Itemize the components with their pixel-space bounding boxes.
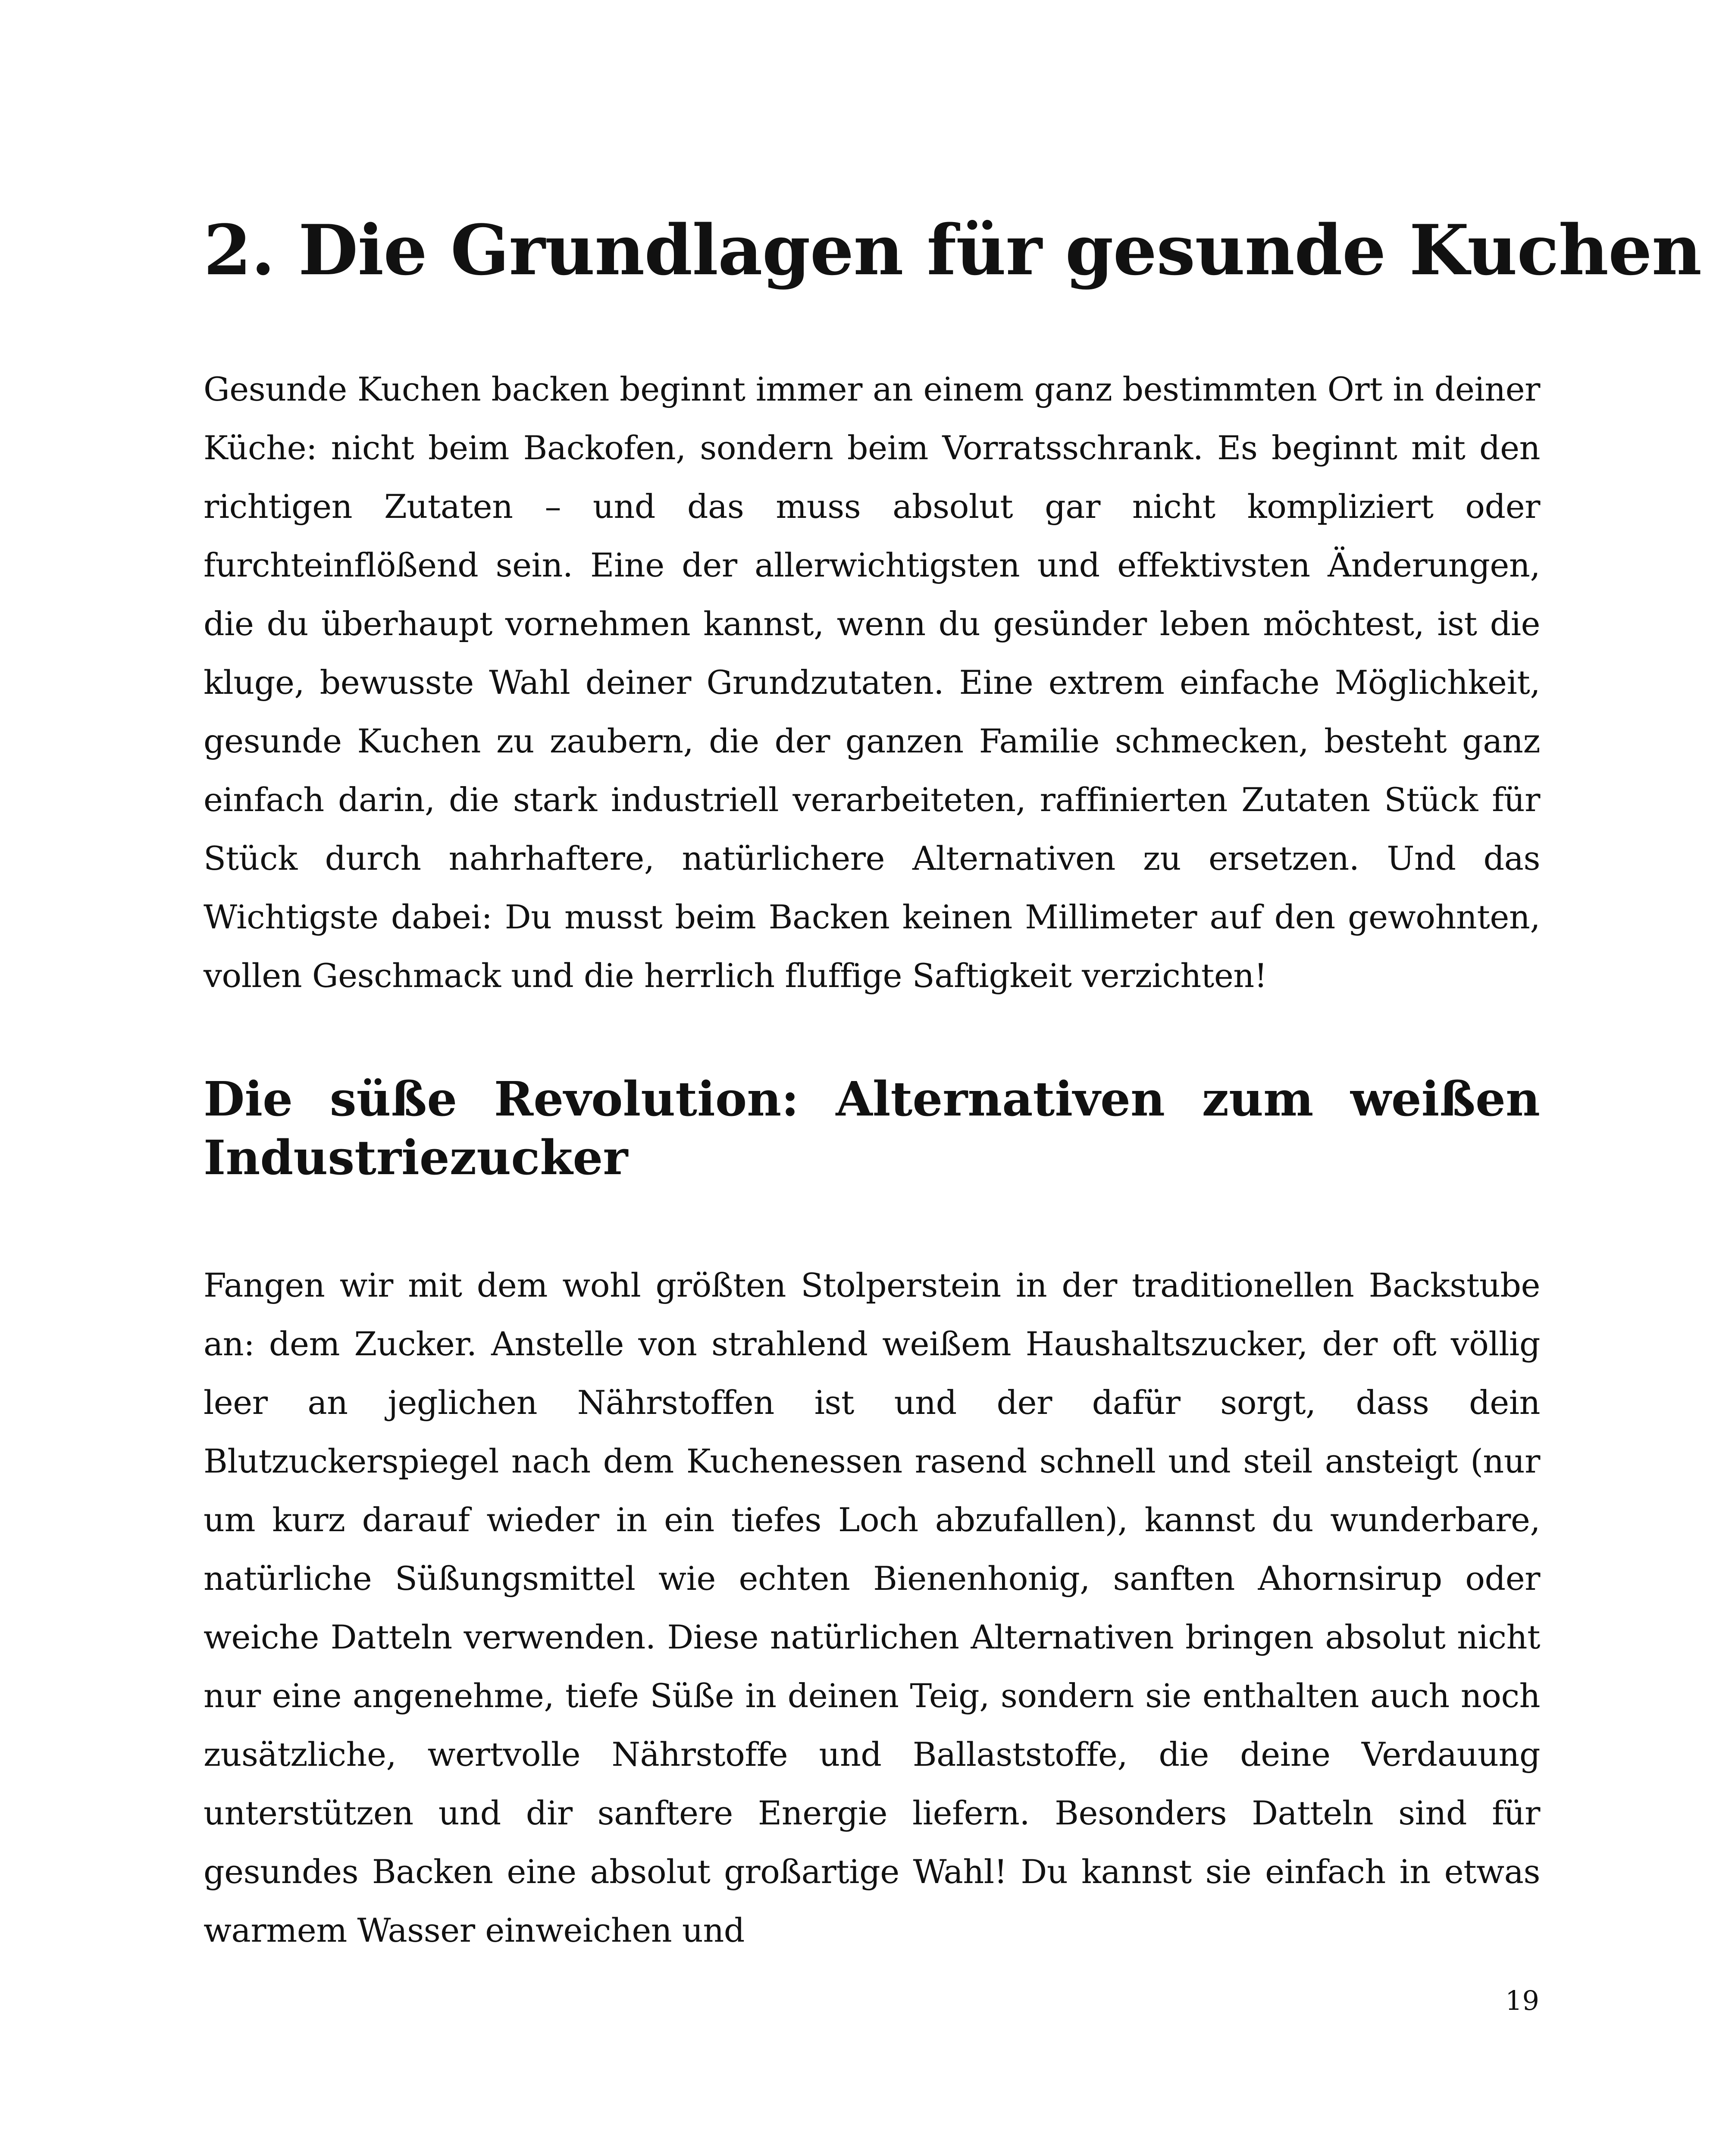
- intro-paragraph: Gesunde Kuchen backen beginnt immer an einem ganz bestimmten Ort in deiner Küche: nicht beim Backofen, sondern beim Vorratsschrank. Es beginnt mit den richtigen Zutaten – und das muss absolut gar nicht kompliziert oder furchteinflößend sein. Eine der allerwichtigsten und effektivsten Änderungen, die du überhaupt vornehmen kannst, wenn du gesünder leben möchtest, ist die kluge, bewusste Wahl deiner Grundzutaten. Eine extrem einfache Möglichkeit, gesunde Kuchen zu zaubern, die der ganzen Familie schmecken, besteht ganz einfach darin, die stark industriell verarbeiteten, raffinierten Zutaten Stück für Stück durch nahrhaftere, natürlichere Alternativen zu ersetzen. Und das Wichtigste dabei: Du musst beim Backen keinen Millimeter auf den gewohnten, vollen Geschmack und die herrlich fluffige Saftigkeit verzichten!: [204, 370, 1540, 995]
- section-heading: Die süße Revolution: Alternativen zum weißen Industriezucker: [204, 1071, 1540, 1185]
- page-content: [204, 203, 1702, 1960]
- chapter-title: 2. Die Grundlagen für gesunde Kuchen: [204, 210, 1702, 291]
- page-number: 19: [1505, 1985, 1539, 2016]
- section-paragraph: Fangen wir mit dem wohl größten Stolperstein in der traditionellen Backstube an: dem Zucker. Anstelle von strahlend weißem Haushaltszucker, der oft völlig leer an jeglichen Nährstoffen ist und der dafür sorgt, dass dein Blutzuckerspiegel nach dem Kuchenessen rasend schnell und steil ansteigt (nur um kurz darauf wieder in ein tiefes Loch abzufallen), kannst du wunderbare, natürliche Süßungsmittel wie echten Bienenhonig, sanften Ahornsirup oder weiche Datteln verwenden. Diese natürlichen Alternativen bringen absolut nicht nur eine angenehme, tiefe Süße in deinen Teig, sondern sie enthalten auch noch zusätzliche, wertvolle Nährstoffe und Ballaststoffe, die deine Verdauung unterstützen und dir sanftere Energie liefern. Besonders Datteln sind für gesundes Backen eine absolut großartige Wahl! Du kannst sie einfach in etwas warmem Wasser einweichen und: [204, 1266, 1540, 1949]
